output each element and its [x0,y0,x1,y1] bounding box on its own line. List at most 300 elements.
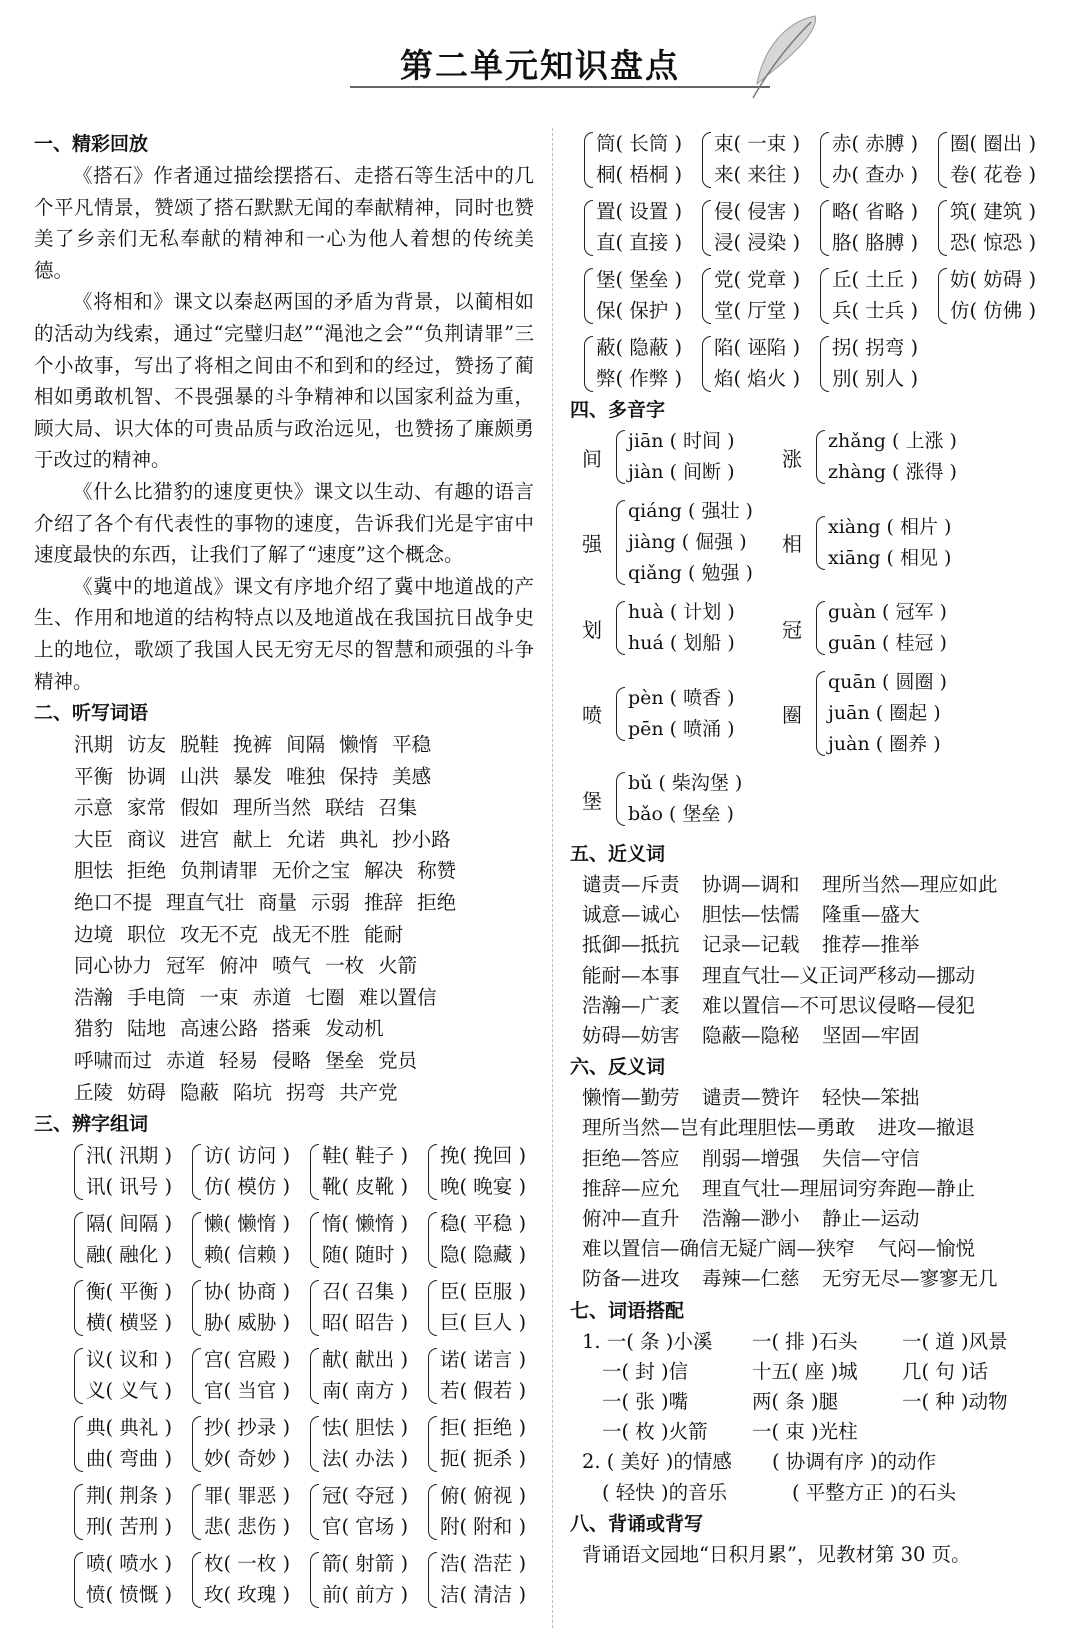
collocation: 一( 排 )石头 [752,1329,858,1353]
pair-word: 汛( 汛期 ) [86,1144,173,1168]
pair-word: 丘( 土丘 ) [832,268,919,291]
pair-word: 略( 省略 ) [832,200,919,223]
word: 召集 [378,796,418,820]
pair-word: 冠( 夺冠 ) [322,1484,409,1508]
polyphone-char: 间 [582,446,602,471]
word: 协调 [127,764,167,788]
brace-icon [816,430,825,484]
pair-word: 玫( 玫瑰 ) [204,1583,291,1607]
pair-word: 別( 别人 ) [832,367,919,390]
list-entry: 失信—守信 [822,1146,920,1170]
list-entry: 侵略—侵犯 [877,993,976,1017]
word: 能耐 [364,922,404,946]
word: 允诺 [286,827,326,851]
char-pair [426,1548,544,1610]
char-pair [308,1344,426,1406]
word: 平衡 [74,764,114,788]
pair-word: 浩( 浩茫 ) [440,1552,527,1576]
polyphone-item [782,667,982,760]
reading: guān ( 桂冠 ) [828,632,947,654]
word: 党员 [378,1049,418,1073]
brace-icon [192,1144,201,1200]
char-pair [818,128,936,190]
brace-icon [616,772,625,826]
list-entry: 隐蔽—隐秘 [702,1024,800,1048]
pair-word: 圈( 圈出 ) [950,132,1037,155]
char-pair [936,196,1054,258]
pair-word: 洁( 清洁 ) [440,1583,527,1607]
word: 拒绝 [127,859,167,883]
word: 示意 [74,796,114,820]
pair-word: 兵( 士兵 ) [832,299,919,322]
word: 示弱 [311,891,351,915]
word: 一束 [199,985,239,1009]
word-row [74,887,534,919]
brace-icon [428,1348,437,1404]
pair-word: 官( 官场 ) [322,1515,409,1539]
word: 隐蔽 [180,1080,220,1104]
reading: juān ( 圈起 ) [828,702,941,724]
pair-word: 议( 议和 ) [86,1348,173,1372]
list-row [582,1204,1070,1234]
collocation: ( 平整方正 )的石头 [792,1480,957,1504]
word: 商议 [127,827,167,851]
brace-icon [702,336,711,392]
word: 职位 [127,922,167,946]
word: 抄小路 [392,827,451,851]
char-pair [308,1276,426,1338]
list-entry: 诚意—诚心 [582,903,680,927]
page-title: 第二单元知识盘点 [400,46,680,85]
pair-word: 融( 融化 ) [86,1243,173,1267]
pair-word: 扼( 扼杀 ) [440,1447,527,1471]
brace-icon [938,268,947,324]
pair-word: 稳( 平稳 ) [440,1212,527,1236]
pair-word: 典( 典礼 ) [86,1416,173,1440]
word: 冠军 [166,954,206,978]
word: 堡垒 [325,1049,365,1073]
list-entry: 推辞—应允 [582,1176,680,1200]
word: 侵略 [272,1049,312,1073]
brace-icon [192,1348,201,1404]
list-entry: 浩瀚—广袤 [582,993,680,1017]
list-entry: 理直气壮—义正词严 [702,963,878,987]
section-heading: 七、词语搭配 [570,1299,685,1322]
brace-icon [702,132,711,188]
char-pair [582,196,700,258]
brace-icon [702,200,711,256]
collocation: ( 轻快 )的音乐 [602,1480,728,1504]
pair-word: 南( 南方 ) [322,1379,409,1403]
pair-word: 陷( 诬陷 ) [714,336,801,359]
list-entry: 防备—进攻 [582,1267,680,1291]
polyphone-item [782,426,982,488]
collocation: 十五( 座 )城 [752,1359,858,1383]
brace-icon [310,1552,319,1608]
collocation: 一( 束 )光柱 [752,1420,858,1444]
reading: jiàng ( 倔强 ) [628,531,747,553]
pair-word: 拒( 拒绝 ) [440,1416,527,1440]
polyphone-readings [614,768,742,830]
reading: quān ( 圆圈 ) [828,671,947,693]
pair-word: 束( 一束 ) [714,132,801,155]
polyphone-char: 划 [582,617,602,642]
word: 典礼 [339,827,379,851]
char-pair [700,128,818,190]
list-entry: 轻快—笨拙 [822,1086,920,1110]
polyphone-readings [814,426,957,488]
reading: guàn ( 冠军 ) [828,601,947,623]
collocation-row [582,1478,1070,1508]
reading: jiān ( 时间 ) [628,430,735,452]
word: 联结 [325,796,365,820]
pair-word: 筑( 建筑 ) [950,200,1037,223]
word: 陷坑 [233,1080,273,1104]
brace-icon [702,268,711,324]
polyphone-readings [614,597,735,659]
brace-icon [310,1484,319,1540]
dictation-words [34,729,534,1108]
list-entry: 理直气壮—理屈词穷 [702,1176,878,1200]
list-entry: 移动—挪动 [877,963,976,987]
pair-word: 臣( 臣服 ) [440,1280,527,1304]
pair-word: 随( 随时 ) [322,1243,409,1267]
list-entry: 难以置信—确信无疑 [582,1237,758,1261]
pair-word: 妨( 妨碍 ) [950,268,1037,291]
brace-icon [192,1280,201,1336]
pair-word: 弊( 作弊 ) [596,367,683,390]
list-entry: 理所当然—理应如此 [822,873,998,896]
pair-word: 直( 直接 ) [596,231,683,254]
pair-word: 箭( 射箭 ) [322,1552,409,1576]
brace-icon [310,1144,319,1200]
list-entry: 奔跑—静止 [877,1176,976,1200]
char-pair [818,264,936,326]
char-pair [582,264,700,326]
word: 拐弯 [286,1080,326,1104]
word: 进宫 [180,827,220,851]
brace-icon [310,1348,319,1404]
char-pair [308,1480,426,1542]
polyphone-readings [814,597,947,659]
word: 胆怯 [74,859,114,883]
brace-icon [74,1416,83,1472]
pair-word: 桐( 梧桐 ) [596,163,683,186]
word: 访友 [127,733,167,757]
word: 负荆请罪 [180,859,259,883]
list-entry: 浩瀚—渺小 [702,1207,800,1231]
polyphone-char: 强 [582,532,602,556]
paragraph: 《冀中的地道战》课文有序地介绍了冀中地道战的产生、作用和地道的结构特点以及地道战在我国抗日战争史上的地位，歌颂了我国人民无穷无尽的智慧和顽强的斗争精神。 [34,574,534,693]
pair-word: 恐( 惊恐 ) [950,231,1037,254]
char-pair [308,1548,426,1610]
list-entry: 协调—调和 [702,873,800,896]
pair-word: 置( 设置 ) [596,200,683,223]
brace-icon [192,1484,201,1540]
pair-word: 拐( 拐弯 ) [832,336,919,359]
pair-word: 焰( 焰火 ) [714,367,801,390]
pair-word: 隔( 间隔 ) [86,1212,173,1236]
char-pair [190,1412,308,1474]
polyphone-readings [814,512,951,574]
word-row [74,855,534,887]
list-row [582,900,1070,930]
char-pair [936,264,1054,326]
word: 难以置信 [358,985,437,1009]
pair-word: 晚( 晚宴 ) [440,1175,527,1199]
word: 家常 [127,796,167,820]
section-heading: 五、近义词 [570,843,666,865]
pair-word: 荆( 荆条 ) [86,1484,173,1508]
word: 呼啸而过 [74,1049,153,1073]
char-pair [818,196,936,258]
word: 保持 [339,764,379,788]
pair-word: 浸( 浸染 ) [714,231,801,254]
pair-word: 讯( 讯号 ) [86,1175,173,1199]
pair-word: 堡( 堡垒 ) [596,268,683,291]
char-pair [72,1344,190,1406]
collocation: 1. 一( 条 )小溪 [582,1329,713,1353]
word: 汛期 [74,733,114,757]
word-row [74,729,534,761]
pair-word: 献( 献出 ) [322,1348,409,1372]
brace-icon [938,132,947,188]
brace-icon [616,687,625,741]
collocation: 两( 条 )腿 [752,1390,839,1414]
pair-word: 挽( 挽回 ) [440,1144,527,1168]
pair-word: 办( 查办 ) [832,163,919,186]
word: 陆地 [127,1017,167,1041]
list-row [582,961,1070,991]
char-pair [426,1140,544,1202]
brace-icon [74,1212,83,1268]
collocation: 一( 道 )风景 [902,1329,1008,1353]
pair-word: 侵( 侵害 ) [714,200,801,223]
brace-icon [74,1144,83,1200]
list-entry: 谴责—赞许 [702,1086,800,1110]
brace-icon [616,430,625,484]
list-row [582,930,1070,960]
section-heading: 一、精彩回放 [34,133,149,155]
brace-icon [584,268,593,324]
reading: zhǎng ( 上涨 ) [828,430,957,452]
pair-word: 堂( 厅堂 ) [714,299,801,322]
reading: jiàn ( 间断 ) [628,461,735,483]
pair-word: 官( 当官 ) [204,1379,291,1403]
list-row [582,991,1070,1021]
reading: xiāng ( 相见 ) [828,546,952,569]
list-row [582,1144,1070,1174]
word: 商量 [258,891,298,915]
word: 一枚 [325,954,365,978]
word-row [74,950,534,982]
list-entry: 隆重—盛大 [822,903,920,927]
pair-word: 抄( 抄录 ) [204,1416,291,1440]
pair-word: 党( 党章 ) [714,268,801,291]
pair-word: 筒( 长筒 ) [596,132,683,155]
pair-word: 罪( 罪恶 ) [204,1484,291,1508]
pair-word: 协( 协商 ) [204,1280,291,1304]
recite-text: 背诵语文园地“日积月累”，见教材第 30 页。 [582,1542,971,1566]
left-column [34,128,534,1610]
word: 丘陵 [74,1080,114,1104]
paragraph: 《将相和》课文以秦赵两国的矛盾为背景，以蔺相如的活动为线索，通过“完璧归赵”“渑池之会”“负荆请罪”三个小故事，写出了将相之间由不和到和的经过，赞扬了蔺相如勇敢机智、不畏强暴的斗争精神和以国家利益为重，顾大局、识大体的可贵品质与政治远见，也赞扬了廉颇勇于改过的精神。 [34,290,534,472]
pair-word: 赤( 赤膊 ) [832,132,919,155]
pair-word: 刑( 苦刑 ) [86,1515,173,1539]
word: 喷气 [272,954,312,978]
collocation: 一( 种 )动物 [902,1390,1008,1414]
word: 赤道 [252,985,292,1009]
word: 平稳 [392,733,432,757]
word: 同心协力 [74,954,153,978]
word-row [74,1045,534,1077]
word-row [74,919,534,951]
reading: qiǎng ( 勉强 ) [628,562,753,584]
word-row [74,1077,534,1109]
char-pair [190,1548,308,1610]
pair-word: 法( 办法 ) [322,1447,409,1471]
brace-icon [310,1416,319,1472]
pair-word: 昭( 昭告 ) [322,1311,409,1335]
brace-icon [820,200,829,256]
pair-word: 仿( 仿佛 ) [950,299,1037,322]
word-row [74,761,534,793]
word: 手电筒 [127,985,186,1009]
pair-word: 喷( 喷水 ) [86,1552,173,1576]
char-pair [72,1140,190,1202]
pair-word: 前( 前方 ) [322,1583,409,1607]
polyphone-item [782,496,982,589]
pair-word: 访( 访问 ) [204,1144,291,1168]
list-entry: 谴责—斥责 [582,873,680,896]
word-row [74,1013,534,1045]
list-entry: 广阔—狭窄 [757,1237,856,1261]
pair-word: 赖( 信赖 ) [204,1243,291,1267]
word: 献上 [233,827,273,851]
collocation-row [582,1387,1070,1417]
brace-icon [310,1212,319,1268]
pair-word: 懒( 懒惰 ) [204,1212,291,1236]
char-pairs-grid [570,128,1070,394]
word: 理所当然 [233,796,312,820]
char-pair [426,1344,544,1406]
brace-icon [816,671,825,756]
list-entry: 毒辣—仁慈 [702,1267,800,1291]
word: 猎豹 [74,1017,114,1041]
brace-icon [816,516,825,570]
brace-icon [428,1212,437,1268]
pair-word: 卷( 花卷 ) [950,163,1037,186]
list-entry: 拒绝—答应 [582,1146,680,1170]
list-entry: 难以置信—不可思议 [702,993,878,1017]
word: 称赞 [417,859,457,883]
word: 发动机 [325,1017,384,1041]
polyphone-readings [814,667,947,760]
char-pair [72,1548,190,1610]
polyphone-grid [570,426,1070,838]
word: 无价之宝 [272,859,351,883]
word: 妨碍 [127,1080,167,1104]
word: 赤道 [166,1049,206,1073]
brace-icon [584,336,593,392]
list-entry: 气闷—愉悦 [877,1237,976,1261]
word: 搭乘 [272,1017,312,1041]
pair-word: 衡( 平衡 ) [86,1280,173,1304]
polyphone-item [782,597,982,659]
pair-word: 愤( 愤慨 ) [86,1583,173,1607]
word: 理直气壮 [166,891,245,915]
char-pair [426,1276,544,1338]
list-row [582,1174,1070,1204]
polyphone-item [582,426,782,488]
word: 脱鞋 [180,733,220,757]
section-heading: 八、背诵或背写 [570,1512,704,1535]
list-entry: 懒惰—勤劳 [582,1086,680,1110]
pair-word: 诺( 诺言 ) [440,1348,527,1372]
pair-word: 义( 义气 ) [86,1379,173,1403]
section-heading: 六、反义词 [570,1056,666,1079]
char-pair [582,128,700,190]
brace-icon [74,1484,83,1540]
brace-icon [816,601,825,655]
brace-icon [584,200,593,256]
pair-word: 召( 召集 ) [322,1280,409,1304]
word: 假如 [180,796,220,820]
brace-icon [74,1552,83,1608]
section-heading: 四、多音字 [570,399,666,421]
reading: bǔ ( 柴沟堡 ) [628,772,743,794]
char-pair [190,1344,308,1406]
pair-word: 横( 横竖 ) [86,1311,173,1335]
title-underline [350,86,770,88]
pair-word: 仿( 模仿 ) [204,1175,291,1199]
char-pairs-grid [34,1140,534,1610]
char-pair [818,332,936,394]
pair-word: 来( 来往 ) [714,163,801,186]
list-row [582,1234,1070,1264]
polyphone-char: 冠 [782,617,802,642]
list-entry: 抵御—抵抗 [582,933,680,957]
reading: huá ( 划船 ) [628,632,735,654]
reading: bǎo ( 堡垒 ) [628,803,734,825]
char-pair [582,332,700,394]
polyphone-readings [614,683,735,745]
list-entry: 胆怯—勇敢 [757,1116,856,1140]
collocation: 几( 句 )话 [902,1359,989,1383]
pair-word: 俯( 俯视 ) [440,1484,527,1508]
brace-icon [310,1280,319,1336]
brace-icon [74,1348,83,1404]
collocation: 一( 封 )信 [602,1359,689,1383]
word: 唯独 [286,764,326,788]
word: 绝口不提 [74,891,153,915]
word: 浩瀚 [74,985,114,1009]
list-row [582,870,1070,900]
polyphone-char: 圈 [782,703,802,727]
word: 解决 [364,859,404,883]
section-heading: 三、辨字组词 [34,1113,149,1136]
pair-word: 妙( 奇妙 ) [204,1447,291,1471]
list-row [582,1021,1070,1051]
brace-icon [428,1552,437,1608]
brace-icon [428,1280,437,1336]
polyphone-readings [614,496,753,589]
reading: huà ( 计划 ) [628,601,735,623]
char-pair [700,264,818,326]
word-row [74,824,534,856]
brace-icon [428,1416,437,1472]
reading: pēn ( 喷涌 ) [628,717,735,740]
